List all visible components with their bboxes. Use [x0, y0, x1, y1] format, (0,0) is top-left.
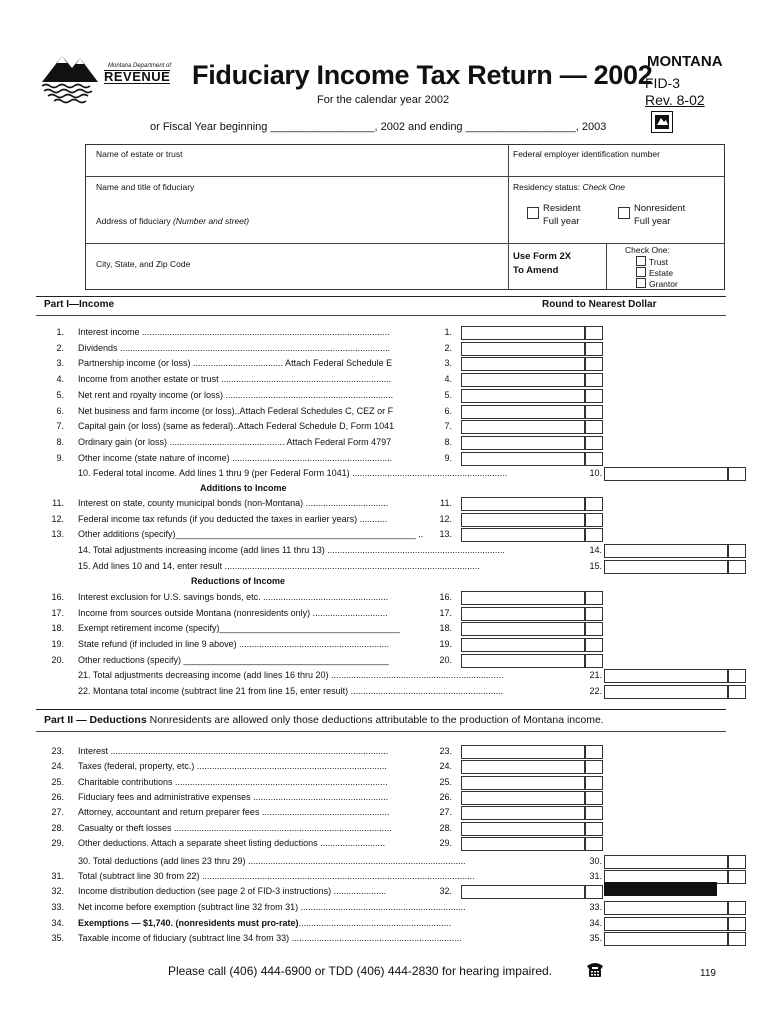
line20-amount-input[interactable]: [461, 654, 585, 668]
line13-label: Other additions (specify)________________________________________________ ..: [78, 529, 424, 540]
line16-ref: 16.: [439, 592, 452, 602]
line33-cents-input[interactable]: [728, 901, 746, 915]
line14-ref: 14.: [589, 545, 602, 555]
line18-number: 18.: [51, 623, 64, 634]
agency-name: REVENUE: [104, 69, 171, 84]
line24-ref: 24.: [439, 761, 452, 772]
line30-ref: 30.: [589, 856, 602, 866]
line32-shaded-box: [604, 882, 717, 896]
line9-label: Other income (state nature of income) ................................................................: [78, 452, 393, 463]
line7-ref: 7.: [444, 421, 452, 432]
city-label: City, State, and Zip Code: [96, 259, 191, 269]
line8-label: Ordinary gain (or loss) .............................................. Attach Federal Form 4797: [78, 436, 392, 447]
line15-label: 15. Add lines 10 and 14, enter result ......................................................................................................: [78, 561, 480, 571]
line31-number: 31.: [51, 871, 64, 881]
line6-ref: 6.: [444, 405, 452, 416]
line4-amount-input[interactable]: [461, 373, 585, 387]
line23-number: 23.: [51, 746, 64, 756]
line9-cents-input[interactable]: [585, 452, 603, 466]
phone-icon: [585, 960, 605, 978]
line24-label: Taxes (federal, property, etc.) ............................................................................: [78, 761, 387, 772]
line27-label: Attorney, accountant and return preparer fees ...................................................: [78, 807, 390, 818]
fiduciary-name-label: Name and title of fiduciary: [96, 182, 195, 192]
line35-amount-input[interactable]: [604, 932, 728, 946]
line19-cents-input[interactable]: [585, 638, 603, 652]
line25-amount-input[interactable]: [461, 776, 585, 790]
fein-label: Federal employer identification number: [513, 149, 660, 159]
line11-ref: 11.: [440, 498, 452, 508]
line9-ref: 9.: [444, 452, 452, 463]
line29-label: Other deductions. Attach a separate sheet listing deductions ..........................: [78, 837, 386, 848]
nonresident-label: Nonresident: [634, 203, 686, 214]
line17-label: Income from sources outside Montana (nonresidents only) ..............................: [78, 607, 388, 618]
line13-cents-input[interactable]: [585, 528, 603, 542]
line28-amount-input[interactable]: [461, 822, 585, 836]
line28-label: Casualty or theft losses .......................................................................................: [78, 822, 392, 833]
line11-label: Interest on state, county municipal bonds (non-Montana) .................................: [78, 498, 389, 508]
trust-checkbox[interactable]: [636, 256, 646, 266]
line3-amount-input[interactable]: [461, 357, 585, 371]
use-form-label: Use Form 2X: [513, 251, 572, 262]
line2-label: Dividends ............................................................................................................: [78, 342, 391, 353]
line15-cents-input[interactable]: [728, 560, 746, 574]
line30-label: 30. Total deductions (add lines 23 thru 29) .......................................................................................: [78, 856, 466, 866]
line32-number: 32.: [51, 886, 64, 896]
line26-ref: 26.: [439, 791, 452, 802]
line20-label: Other reductions (specify) _________________________________________: [78, 654, 389, 665]
line15-amount-input[interactable]: [604, 560, 728, 574]
resident-checkbox[interactable]: [527, 207, 539, 219]
line19-label: State refund (if included in line 9 above) ............................................................: [78, 639, 390, 650]
line2-cents-input[interactable]: [585, 342, 603, 356]
line23-cents-input[interactable]: [585, 745, 603, 759]
line12-amount-input[interactable]: [461, 513, 585, 527]
line29-ref: 29.: [439, 837, 452, 848]
nonresident-full-label: Full year: [634, 216, 671, 227]
resident-label: Resident: [543, 203, 581, 214]
fein-input[interactable]: [511, 160, 721, 174]
line10-label: 10. Federal total income. Add lines 1 thru 9 (per Federal Form 1041) ..............................................................: [78, 468, 508, 478]
line27-cents-input[interactable]: [585, 806, 603, 820]
line13-number: 13.: [51, 529, 64, 540]
line31-cents-input[interactable]: [728, 870, 746, 884]
form-revision: Rev. 8-02: [645, 92, 705, 108]
line14-label: 14. Total adjustments increasing income (add lines 11 thru 13) .......................................................................: [78, 545, 505, 555]
state-name: MONTANA: [647, 53, 723, 70]
line32-ref: 32.: [439, 886, 452, 896]
line10-cents-input[interactable]: [728, 467, 746, 481]
line18-cents-input[interactable]: [585, 622, 603, 636]
line30-cents-input[interactable]: [728, 855, 746, 869]
resident-full-label: Full year: [543, 216, 580, 227]
line1-ref: 1.: [444, 327, 452, 337]
line33-label: Net income before exemption (subtract line 32 from 31) ..................................................................: [78, 902, 466, 912]
line21-cents-input[interactable]: [728, 669, 746, 683]
line10-amount-input[interactable]: [604, 467, 728, 481]
line11-number: 11.: [52, 498, 64, 508]
line12-ref: 12.: [439, 513, 452, 524]
line27-ref: 27.: [439, 807, 452, 818]
line5-label: Net rent and royalty income (or loss) ...................................................................: [78, 389, 394, 400]
line28-ref: 28.: [439, 822, 452, 833]
city-input[interactable]: [88, 271, 504, 285]
line13-ref: 13.: [439, 529, 452, 540]
estate-checkbox[interactable]: [636, 267, 646, 277]
line12-number: 12.: [51, 513, 64, 524]
line17-amount-input[interactable]: [461, 607, 585, 621]
residency-label: Residency status: Check One: [513, 182, 625, 192]
estate-name-label: Name of estate or trust: [96, 149, 183, 159]
line1-amount-input[interactable]: [461, 326, 585, 340]
line15-ref: 15.: [589, 561, 602, 571]
line8-amount-input[interactable]: [461, 436, 585, 450]
line11-cents-input[interactable]: [585, 497, 603, 511]
part1-title: Part I—Income: [44, 299, 115, 310]
line24-cents-input[interactable]: [585, 760, 603, 774]
line22-amount-input[interactable]: [604, 685, 728, 699]
line34-label: Exemptions — $1,740. (nonresidents must pro-rate).............................................................: [78, 918, 452, 928]
line28-number: 28.: [51, 822, 64, 833]
trust-option[interactable]: Trust: [636, 256, 668, 267]
line14-cents-input[interactable]: [728, 544, 746, 558]
line1-number: 1.: [56, 327, 64, 337]
line12-label: Federal income tax refunds (if you deducted the taxes in earlier years) ...........: [78, 513, 388, 524]
line6-label: Net business and farm income (or loss)..Attach Federal Schedules C, CEZ or F: [78, 405, 394, 416]
fiduciary-name-input[interactable]: [88, 194, 504, 208]
line20-cents-input[interactable]: [585, 654, 603, 668]
grantor-option[interactable]: Grantor: [636, 278, 678, 289]
line19-ref: 19.: [439, 639, 452, 650]
line33-ref: 33.: [589, 902, 602, 912]
line6-number: 6.: [56, 405, 64, 416]
line2-amount-input[interactable]: [461, 342, 585, 356]
line1-cents-input[interactable]: [585, 326, 603, 340]
page-number: 119: [700, 968, 716, 979]
line29-number: 29.: [51, 837, 64, 848]
line17-ref: 17.: [439, 607, 452, 618]
line1-label: Interest income ...................................................................................................: [78, 327, 390, 337]
line34-cents-input[interactable]: [728, 917, 746, 931]
line16-cents-input[interactable]: [585, 591, 603, 605]
line5-amount-input[interactable]: [461, 389, 585, 403]
line25-number: 25.: [51, 776, 64, 787]
line26-amount-input[interactable]: [461, 791, 585, 805]
line24-amount-input[interactable]: [461, 760, 585, 774]
line9-amount-input[interactable]: [461, 452, 585, 466]
line18-ref: 18.: [439, 623, 452, 634]
line6-amount-input[interactable]: [461, 405, 585, 419]
montana-seal-icon: [651, 111, 673, 133]
line20-number: 20.: [51, 654, 64, 665]
hearing-impaired-note: Please call (406) 444-6900 or TDD (406) 444-2830 for hearing impaired.: [168, 964, 552, 978]
line7-cents-input[interactable]: [585, 420, 603, 434]
line29-cents-input[interactable]: [585, 837, 603, 851]
line35-number: 35.: [51, 933, 64, 943]
line23-amount-input[interactable]: [461, 745, 585, 759]
check-one-label: Check One:: [625, 245, 670, 255]
line2-ref: 2.: [444, 342, 452, 353]
line20-ref: 20.: [439, 654, 452, 665]
address-label: Address of fiduciary (Number and street): [96, 216, 250, 226]
line31-label: Total (subtract line 30 from 22) .............................................................................................................: [78, 871, 475, 881]
line34-ref: 34.: [589, 918, 602, 928]
line19-number: 19.: [51, 639, 64, 650]
line8-ref: 8.: [444, 436, 452, 447]
reductions-title: Reductions of Income: [191, 576, 286, 586]
line33-number: 33.: [51, 902, 64, 912]
line24-number: 24.: [51, 761, 64, 772]
form-title: Fiduciary Income Tax Return — 2002: [192, 60, 653, 90]
line21-label: 21. Total adjustments decreasing income (add lines 16 thru 20) .....................................................................: [78, 670, 504, 680]
line22-ref: 22.: [589, 686, 602, 696]
line3-label: Partnership income (or loss) .................................... Attach Federal Schedule E: [78, 358, 393, 369]
grantor-checkbox[interactable]: [636, 278, 646, 288]
line22-label: 22. Montana total income (subtract line 21 from line 15, enter result) .............................................................: [78, 686, 504, 696]
line28-cents-input[interactable]: [585, 822, 603, 836]
line26-label: Fiduciary fees and administrative expenses ......................................................: [78, 791, 389, 802]
line35-label: Taxable income of fiduciary (subtract line 34 from 33) ....................................................................: [78, 933, 462, 943]
line30-amount-input[interactable]: [604, 855, 728, 869]
form-id: FID-3: [645, 75, 680, 91]
line34-amount-input[interactable]: [604, 917, 728, 931]
estate-name-input[interactable]: [88, 160, 504, 174]
line31-ref: 31.: [589, 871, 602, 881]
line25-label: Charitable contributions .....................................................................................: [78, 776, 388, 787]
line16-label: Interest exclusion for U.S. savings bonds, etc. ..................................................: [78, 592, 389, 602]
to-amend-label: To Amend: [513, 265, 559, 276]
line25-ref: 25.: [439, 776, 452, 787]
line13-amount-input[interactable]: [461, 528, 585, 542]
part2-heading: Part II — Deductions Nonresidents are allowed only those deductions attributable to the production of Montana income.: [44, 714, 604, 726]
line4-ref: 4.: [444, 374, 452, 385]
round-note: Round to Nearest Dollar: [542, 299, 657, 310]
line9-number: 9.: [56, 452, 64, 463]
line10-ref: 10.: [589, 468, 602, 478]
line17-cents-input[interactable]: [585, 607, 603, 621]
line5-number: 5.: [56, 389, 64, 400]
form-subtitle: For the calendar year 2002: [317, 94, 450, 106]
additions-title: Additions to Income: [200, 483, 287, 493]
line19-amount-input[interactable]: [461, 638, 585, 652]
line23-ref: 23.: [439, 746, 452, 756]
line16-amount-input[interactable]: [461, 591, 585, 605]
line2-number: 2.: [56, 342, 64, 353]
line6-cents-input[interactable]: [585, 405, 603, 419]
line21-amount-input[interactable]: [604, 669, 728, 683]
line14-amount-input[interactable]: [604, 544, 728, 558]
line4-number: 4.: [56, 374, 64, 385]
line7-amount-input[interactable]: [461, 420, 585, 434]
line5-ref: 5.: [444, 389, 452, 400]
line18-amount-input[interactable]: [461, 622, 585, 636]
line3-cents-input[interactable]: [585, 357, 603, 371]
line27-number: 27.: [51, 807, 64, 818]
line7-number: 7.: [56, 421, 64, 432]
line26-cents-input[interactable]: [585, 791, 603, 805]
line29-amount-input[interactable]: [461, 837, 585, 851]
line12-cents-input[interactable]: [585, 513, 603, 527]
line22-cents-input[interactable]: [728, 685, 746, 699]
line3-ref: 3.: [444, 358, 452, 369]
line7-label: Capital gain (or loss) (same as federal)..Attach Federal Schedule D, Form 1041: [78, 421, 395, 432]
line27-amount-input[interactable]: [461, 806, 585, 820]
line8-cents-input[interactable]: [585, 436, 603, 450]
line26-number: 26.: [51, 791, 64, 802]
line32-amount-input[interactable]: [461, 885, 585, 899]
line33-amount-input[interactable]: [604, 901, 728, 915]
line17-number: 17.: [51, 607, 64, 618]
line5-cents-input[interactable]: [585, 389, 603, 403]
fiscal-year-line: or Fiscal Year beginning _________________, 2002 and ending __________________, 2003: [150, 121, 607, 133]
line4-label: Income from another estate or trust ....................................................................: [78, 374, 392, 385]
line4-cents-input[interactable]: [585, 373, 603, 387]
line18-label: Exempt retirement income (specify)____________________________________: [78, 623, 400, 634]
address-input[interactable]: [88, 228, 504, 242]
agency-small-text: Montana Department of: [108, 63, 172, 69]
line3-number: 3.: [56, 358, 64, 369]
line35-ref: 35.: [589, 933, 602, 943]
line32-cents-input[interactable]: [585, 885, 603, 899]
line25-cents-input[interactable]: [585, 776, 603, 790]
line11-amount-input[interactable]: [461, 497, 585, 511]
line21-ref: 21.: [589, 670, 602, 680]
line23-label: Interest ...............................................................................................................: [78, 746, 389, 756]
line8-number: 8.: [56, 436, 64, 447]
line16-number: 16.: [51, 592, 64, 602]
line32-label: Income distribution deduction (see page 2 of FID-3 instructions) .....................: [78, 886, 387, 896]
nonresident-checkbox[interactable]: [618, 207, 630, 219]
line34-number: 34.: [51, 918, 64, 928]
line35-cents-input[interactable]: [728, 932, 746, 946]
estate-option[interactable]: Estate: [636, 267, 673, 278]
